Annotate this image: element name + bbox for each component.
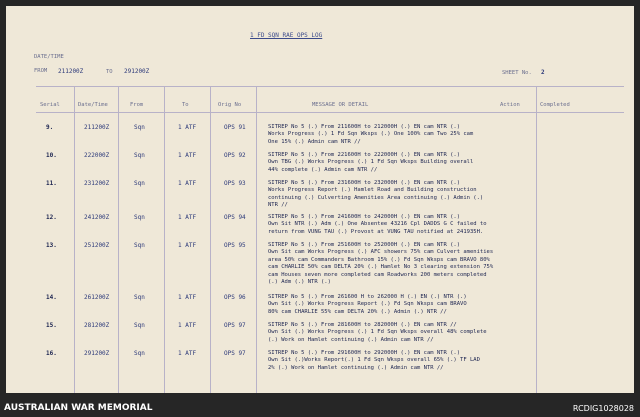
col-from: From — [130, 102, 144, 108]
entry-message-line: cam Houses seven more completed cam Roadworks 200 meters completed — [268, 271, 487, 278]
entry-message-line: 80% cam CHARLIE 55% cam DELTA 20% (.) Admin (.) NTR // — [268, 308, 447, 315]
entry-message-line: Works Progress (.) 1 Fd Sqn Wksps (.) One 100% cam Two 25% cam — [268, 131, 474, 138]
from-label: FROM — [34, 68, 48, 74]
log-sheet — [6, 6, 634, 393]
entry-to: 1 ATF — [178, 294, 197, 301]
column-rule — [164, 86, 165, 393]
entry-to: 1 ATF — [178, 242, 197, 249]
entry-message-line: Own Sit (.) Works Progress Report (.) Fd Sqn Wksps cam BRAVO — [268, 301, 467, 308]
footer-bar — [0, 393, 640, 417]
entry-message-line: SITREP No 5 (.) From 241600H to 242000H (.) EN cam NTR (.) — [268, 214, 461, 220]
entry-date: 261200Z — [84, 294, 110, 301]
entry-message-line: SITREP No 5 (.) From 221600H to 222000H (.) EN cam NTR (.) — [268, 152, 461, 158]
col-message: MESSAGE OR DETAIL — [312, 102, 369, 108]
entry-from: Sqn — [134, 350, 145, 357]
entry-orig-no: OPS 97 — [224, 350, 246, 357]
entry-message-line: return from VUNG TAU (.) Provost at VUNG TAU notified at 241935H. — [268, 228, 484, 235]
to-value: 291200Z — [124, 68, 150, 75]
entry-message-line: SITREP No 5 (.) From 261600 H to 262000 H (.) EN (.) NTR (.) — [268, 294, 467, 300]
entry-serial: 9. — [46, 124, 54, 131]
entry-from: Sqn — [134, 214, 145, 221]
entry-message-line: One 15% (.) Admin cam NTR // — [268, 138, 361, 145]
entry-from: Sqn — [134, 180, 145, 187]
col-date-time: Date/Time — [78, 102, 108, 108]
entry-date: 251200Z — [84, 242, 110, 249]
entry-serial: 10. — [46, 152, 57, 159]
entry-message-line: Own TBG (.) Works Progress (.) 1 Fd Sqn Wksps Building overall — [268, 159, 474, 166]
entry-from: Sqn — [134, 242, 145, 249]
to-label: TO — [106, 69, 113, 75]
column-rule — [210, 86, 211, 393]
entry-orig-no: OPS 94 — [224, 214, 246, 221]
page-title: 1 FD SQN RAE OPS LOG — [250, 32, 323, 39]
entry-to: 1 ATF — [178, 180, 197, 187]
entry-message-line: continuing (.) Culverting Amenities Area continuing (.) Admin (.) — [268, 194, 484, 201]
entry-date: 222000Z — [84, 152, 110, 159]
entry-message-line: area 50% cam Commanders Bathroom 15% (.) Fd Sqn Wksps cam BRAVO 80% — [268, 256, 490, 263]
entry-message-line: Own Sit NTR (.) Adm (.) One Absentee 43216 Cpl DADDS G C failed to — [268, 221, 487, 228]
sheet-label: SHEET No. — [502, 70, 532, 76]
col-completed: Completed — [540, 102, 570, 108]
entry-message-line: SITREP No 5 (.) From 231600H to 232000H (.) EN cam NTR (.) — [268, 180, 461, 186]
entry-to: 1 ATF — [178, 124, 197, 131]
entry-message-line: SITREP No 5 (.) From 251600H to 252000H (.) EN cam NTR (.) — [268, 242, 461, 248]
entry-to: 1 ATF — [178, 152, 197, 159]
entry-orig-no: OPS 92 — [224, 152, 246, 159]
entry-message-line: Own Sit (.) Works Progress (.) 1 Fd Sqn Wksps overall 48% complete — [268, 329, 487, 336]
entry-to: 1 ATF — [178, 214, 197, 221]
entry-message-line: (.) Adm (.) NTR (.) — [268, 279, 331, 285]
entry-serial: 12. — [46, 214, 57, 221]
column-rule — [256, 86, 257, 393]
col-serial: Serial — [40, 102, 60, 108]
entry-message-line: cam CHARLIE 50% cam DELTA 20% (.) Hamlet No 3 clearing extension 75% — [268, 264, 494, 271]
entry-to: 1 ATF — [178, 350, 197, 357]
entry-message-line: SITREP No 5 (.) From 291600H to 292000H (.) EN cam NTR (.) — [268, 350, 461, 356]
entry-from: Sqn — [134, 322, 145, 329]
col-orig-no: Orig No — [218, 102, 242, 108]
entry-orig-no: OPS 96 — [224, 294, 246, 301]
entry-date: 291200Z — [84, 350, 110, 357]
entry-serial: 11. — [46, 180, 57, 187]
footer-right: RCDIG1028028 — [572, 404, 634, 413]
footer-left: AUSTRALIAN WAR MEMORIAL — [4, 403, 153, 413]
entry-serial: 13. — [46, 242, 57, 249]
entry-message-line: 44% complete (.) Admin cam NTR // — [268, 166, 378, 173]
sheet-value: 2 — [541, 69, 545, 76]
entry-date: 281200Z — [84, 322, 110, 329]
entry-serial: 16. — [46, 350, 57, 357]
entry-orig-no: OPS 95 — [224, 242, 246, 249]
entry-message-line: 2% (.) Work on Hamlet continuing (.) Admin cam NTR // — [268, 364, 444, 371]
entry-to: 1 ATF — [178, 322, 197, 329]
entry-message-line: (.) Work on Hamlet continuing (.) Admin cam NTR // — [268, 336, 434, 343]
entry-message-line: SITREP No 5 (.) From 211600H to 212000H (.) EN cam NTR (.) — [268, 124, 461, 130]
entry-serial: 15. — [46, 322, 57, 329]
from-value: 211200Z — [58, 68, 84, 75]
entry-date: 211200Z — [84, 124, 110, 131]
entry-message-line: NTR // — [268, 202, 288, 209]
col-action: Action — [500, 102, 520, 108]
entry-from: Sqn — [134, 152, 145, 159]
date-time-label: DATE/TIME — [34, 54, 64, 60]
entry-orig-no: OPS 93 — [224, 180, 246, 187]
column-rule — [74, 86, 75, 393]
entry-date: 241200Z — [84, 214, 110, 221]
entry-from: Sqn — [134, 124, 145, 131]
col-to: To — [182, 102, 189, 108]
entry-from: Sqn — [134, 294, 145, 301]
entry-message-line: SITREP No 5 (.) From 281600H to 282000H (.) EN cam NTR // — [268, 322, 457, 328]
entry-orig-no: OPS 91 — [224, 124, 246, 131]
entry-orig-no: OPS 97 — [224, 322, 246, 329]
column-rule — [536, 86, 537, 393]
entry-date: 231200Z — [84, 180, 110, 187]
entry-message-line: Own Sit (.)Works Report(.) 1 Fd Sqn Wksps overall 65% (.) TF LAD — [268, 357, 480, 364]
entry-message-line: Works Progress Report (.) Hamlet Road and Building construction — [268, 187, 477, 194]
column-rule — [118, 86, 119, 393]
entry-serial: 14. — [46, 294, 57, 301]
entry-message-line: Own Sit cam Works Progress (.) AFC showers 75% cam Culvert amenities — [268, 249, 494, 256]
